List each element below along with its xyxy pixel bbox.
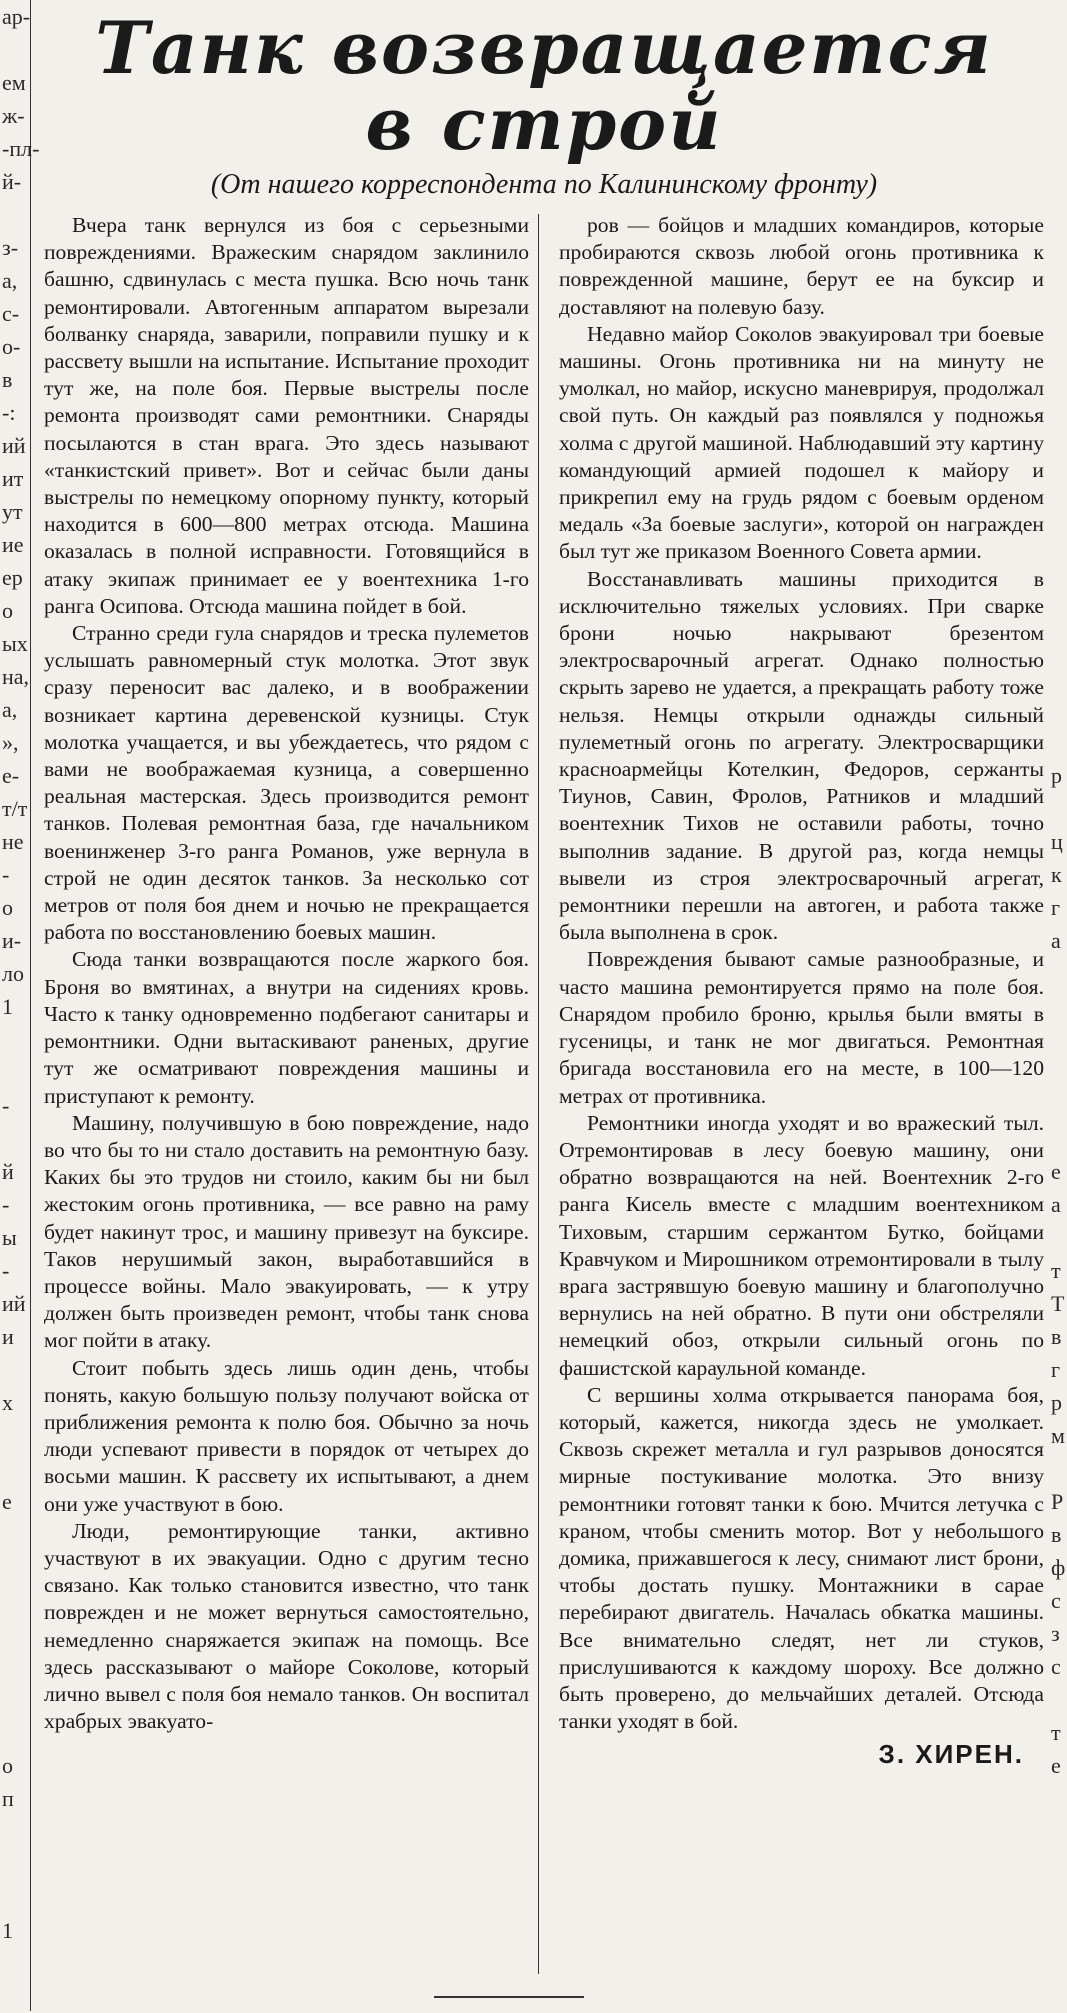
right-column — [559, 212, 1044, 1769]
paragraph: ров — бойцов и младших командиров, которые пробираются сквозь любой огонь противника к поврежденной машине, берут ее на буксир и доставляют на полевую базу. — [559, 213, 1044, 319]
edge-fragment — [1047, 660, 1067, 693]
edge-fragment — [1047, 198, 1067, 231]
edge-fragment — [1047, 726, 1067, 759]
bottom-rule — [434, 1996, 584, 1998]
edge-fragment: ит — [2, 466, 24, 491]
edge-fragment — [1047, 462, 1067, 495]
edge-fragment: - — [2, 1192, 10, 1217]
edge-fragment — [0, 1353, 30, 1386]
adjacent-column-right-fragment — [1047, 0, 1067, 2011]
edge-fragment: о — [2, 1753, 13, 1778]
edge-fragment — [0, 1848, 30, 1881]
edge-fragment: в — [1051, 1324, 1062, 1349]
paragraph: Повреждения бывают самые разнообразные, и часто машина ремонтируется прямо на поле боя. Снарядом пробило броню, крылья были вмяты в гусеницы, и танк не мог двигаться. Ремонтная бригада восстановила его на месте, в 100—120 метрах от противника. — [559, 947, 1044, 1108]
left-column — [44, 212, 529, 1769]
edge-fragment — [0, 1617, 30, 1650]
edge-fragment — [1047, 0, 1067, 33]
edge-fragment — [0, 1650, 30, 1683]
edge-fragment: т — [1051, 1720, 1061, 1745]
edge-fragment: и- — [2, 928, 22, 953]
edge-fragment — [1047, 1089, 1067, 1122]
edge-fragment — [1047, 33, 1067, 66]
edge-fragment — [0, 198, 30, 231]
edge-fragment: в — [2, 367, 13, 392]
edge-fragment: -пл- — [2, 136, 40, 161]
edge-fragment: ий — [2, 433, 26, 458]
edge-fragment: о — [2, 895, 13, 920]
edge-fragment: е — [1051, 1753, 1061, 1778]
edge-fragment — [1047, 363, 1067, 396]
edge-fragment: ых — [2, 631, 28, 656]
edge-fragment: й — [2, 1159, 14, 1184]
edge-fragment: -: — [2, 400, 16, 425]
edge-fragment: й- — [2, 169, 22, 194]
edge-fragment: на, — [2, 664, 30, 689]
edge-fragment — [1047, 396, 1067, 429]
paragraph: Машину, получившую в бою повреждение, надо во что бы то ни стало доставить на ремонтную базу. Каких бы это трудов ни стоило, каким бы ни был жестоким огонь противника, — все равно на раму будет накинут трос, и машину привезут на буксире. Таков нерушимый закон, выработавшийся в процессе войны. Мало эвакуировать, — к утру должен быть произведен ремонт, чтобы танк снова мог пойти в атаку. — [44, 1110, 529, 1353]
edge-fragment — [1047, 792, 1067, 825]
edge-fragment: ий — [2, 1291, 26, 1316]
paragraph: С вершины холма открывается панорама боя, который, кажется, никогда здесь не умолкает. Сквозь скрежет металла и гул разрывов доносятся мирные постукивание молотка. Это внизу ремонтники готовят танки к бою. Мчится летучка с краном, чтобы сменить мотор. Вот у небольшого домика, прижавшегося к лесу, снимают лист брони, чтобы достать пушку. Монтажники в сарае перебирают двигатель. Началась обкатка машины. Все внимательно следят, нет ли стуков, прислушиваются к каждому шороху. Все должно быть проверено, до мельчайших деталей. Отсюда танки уходят в бой. — [559, 1382, 1044, 1734]
edge-fragment — [1047, 1023, 1067, 1056]
edge-fragment: п — [2, 1786, 14, 1811]
edge-fragment: ер — [2, 565, 23, 590]
edge-fragment: - — [2, 1093, 10, 1118]
edge-fragment: Р — [1051, 1489, 1064, 1514]
edge-fragment — [0, 1716, 30, 1749]
article-headline — [44, 5, 1044, 166]
edge-fragment: о- — [2, 334, 21, 359]
edge-fragment — [0, 1980, 30, 2013]
edge-fragment — [0, 1551, 30, 1584]
edge-fragment — [0, 1419, 30, 1452]
headline-line-1: Танк возвращается — [95, 5, 993, 90]
edge-fragment: 1 — [2, 994, 13, 1019]
edge-fragment: », — [2, 730, 19, 755]
article-subheading: (От нашего корреспондента по Калининскому фронту) — [210, 169, 878, 200]
edge-fragment — [1047, 1122, 1067, 1155]
edge-fragment: ем — [2, 70, 26, 95]
edge-fragment — [0, 1683, 30, 1716]
headline-line-2: в строй — [365, 81, 723, 166]
edge-fragment: Т — [1051, 1291, 1065, 1316]
edge-fragment — [1047, 99, 1067, 132]
edge-fragment — [1047, 264, 1067, 297]
edge-fragment: - — [2, 862, 10, 887]
edge-fragment — [1047, 165, 1067, 198]
edge-fragment: х — [2, 1390, 13, 1415]
edge-fragment: - — [2, 1258, 10, 1283]
edge-fragment — [0, 1122, 30, 1155]
edge-fragment — [0, 1023, 30, 1056]
edge-fragment — [0, 1056, 30, 1089]
edge-fragment: ц — [1051, 829, 1063, 854]
edge-fragment: и — [2, 1324, 14, 1349]
edge-fragment: с — [1051, 1654, 1061, 1679]
paragraph: Сюда танки возвращаются после жаркого боя. Броня во вмятинах, а внутри на сидениях кровь. Часто к танку одновременно подбегают санитары и ремонтники. Одни вытаскивают раненых, другие тут же осматривают повреждения машины и приступают к ремонту. — [44, 947, 529, 1108]
edge-fragment: з- — [2, 235, 19, 260]
newspaper-article — [44, 0, 1044, 2011]
column-divider — [538, 214, 539, 1974]
edge-fragment: е — [2, 1489, 12, 1514]
edge-fragment: ар- — [2, 4, 31, 29]
edge-fragment: 1 — [2, 1918, 13, 1943]
edge-fragment — [1047, 132, 1067, 165]
paragraph: Вчера танк вернулся из боя с серьезными повреждениями. Вражеским снарядом заклинило башню, сдвинулась с места пушка. Всю ночь танк ремонтировали. Автогенным аппаратом вырезали болванку снаряда, заварили, поправили пушку и к рассвету вышли на испытание. Испытание проходит тут же, на поле боя. Первые выстрелы после ремонта производят сами ремонтники. Снаряды посылаются в стан врага. Это здесь называют «танкистский привет». Вот и сейчас были даны выстрелы по немецкому опорному пункту, который находится в 600—800 метрах отсюда. Машина оказалась в полной исправности. Готовящийся в атаку экипаж принимает ее у воентехника 1-го ранга Осипова. Отсюда машина пойдет в бой. — [44, 213, 529, 618]
edge-fragment: ут — [2, 499, 23, 524]
edge-fragment: а — [1051, 1192, 1061, 1217]
edge-fragment — [1047, 231, 1067, 264]
edge-fragment: з — [1051, 1621, 1060, 1646]
paragraph: Стоит побыть здесь лишь один день, чтобы понять, какую большую пользу получают войска от приближения ремонта к полю боя. Обычно за ночь люди успевают привести в порядок от четырех до восьми машин. К рассвету их испытывают, а днем они уже участвуют в бою. — [44, 1355, 529, 1516]
paragraph: Ремонтники иногда уходят и во вражеский тыл. Отремонтировав в лесу боевую машину, они обратно возвращаются на ней. Воентехник 2-го ранга Кисель вместе с младшим воентехником Тиховым, старшим сержантом Бутко, бойцами Кравчуком и Мирошником отремонтировали в тылу врага застрявшую боевую машину и благополучно вернулись на ней обратно. В пути они обстреляли немецкий обоз, открыли сильный огонь по фашистской караульной команде. — [559, 1110, 1044, 1380]
adjacent-column-left-fragment — [0, 0, 40, 2011]
edge-fragment — [1047, 330, 1067, 363]
paragraph: Странно среди гула снарядов и треска пулеметов услышать равномерный стук молотка. Этот звук сразу переносит вас далеко, и в воображении возникает картина деревенской кузницы. Стук молотка учащается, и вы убеждаетесь, что рядом с вами не воображаемая кузница, а совершенно реальная мастерская. Здесь производится ремонт танков. Полевая ремонтная база, где начальником военинженер 3-го ранга Романов, уже вернула в строй не один десяток танков. За несколько сот метров от поля боя днем и ночью не прекращается работа по восстановлению боевых машин. — [44, 621, 529, 945]
edge-fragment — [0, 1452, 30, 1485]
edge-fragment: а, — [2, 697, 18, 722]
edge-fragment: не — [2, 829, 24, 854]
paragraph: Люди, ремонтирующие танки, активно участвуют в их эвакуации. Одно с другим тесно связано. Как только становится известно, что танк поврежден и не может вернуться самостоятельно, немедленно снаряжается экипаж на помощь. Все здесь рассказывают о майоре Соколове, который лично вывел с поля боя немало танков. Он воспитал храбрых эвакуато- — [44, 1518, 529, 1734]
paragraph: Недавно майор Соколов эвакуировал три боевые машины. Огонь противника ни на минуту не умолкал, но майор, искусно маневрируя, продолжал свой путь. Он каждый раз появлялся у подножья холма с другой машиной. Наблюдавший эту картину командующий армией подошел к майору и прикрепил ему на грудь рядом с боевым орденом медаль «За боевые заслуги», которой он награжден был тут же приказом Военного Совета армии. — [559, 321, 1044, 564]
edge-fragment — [0, 1815, 30, 1848]
edge-fragment — [0, 1584, 30, 1617]
paragraph: Восстанавливать машины приходится в исключительно тяжелых условиях. При сварке брони ночью накрывают брезентом электросварочный агрегат. Однако полностью скрыть зарево не удается, а прекращать работу тоже нельзя. Немцы открыли однажды сильный пулеметный огонь по агрегату. Электросварщики красноармейцы Котелкин, Федоров, сержанты Тиунов, Савин, Фролов, Ратников и младший воентехник Тихов не оставили работы, точно выполнив задание. В другой раз, когда немцы вывели из строя электросварочный агрегат, ремонтники перешли на автоген, и работа также была выполнена в срок. — [559, 566, 1044, 945]
edge-fragment: а, — [2, 268, 18, 293]
edge-fragment — [1047, 1683, 1067, 1716]
edge-fragment — [0, 1518, 30, 1551]
edge-fragment: т/т — [2, 796, 28, 821]
edge-fragment — [1047, 429, 1067, 462]
edge-fragment: е — [1051, 1159, 1061, 1184]
edge-fragment: с- — [2, 301, 20, 326]
edge-fragment — [1047, 561, 1067, 594]
edge-fragment — [1047, 957, 1067, 990]
edge-fragment: о — [2, 598, 13, 623]
edge-fragment — [1047, 594, 1067, 627]
edge-fragment: г — [1051, 895, 1061, 920]
edge-fragment: к — [1051, 862, 1062, 887]
edge-fragment: р — [1051, 1390, 1062, 1415]
edge-fragment — [1047, 693, 1067, 726]
edge-fragment: г — [1051, 1357, 1061, 1382]
edge-fragment — [1047, 627, 1067, 660]
edge-fragment — [1047, 1221, 1067, 1254]
edge-fragment — [1047, 528, 1067, 561]
edge-fragment: м — [1051, 1423, 1065, 1448]
author-signature: З. ХИРЕН. — [878, 1739, 1024, 1770]
edge-fragment: ф — [1051, 1555, 1066, 1580]
edge-fragment: в — [1051, 1522, 1062, 1547]
edge-fragment — [1047, 1452, 1067, 1485]
edge-fragment — [0, 1881, 30, 1914]
edge-fragment — [0, 1947, 30, 1980]
edge-fragment: е- — [2, 763, 20, 788]
edge-fragment: а — [1051, 928, 1061, 953]
edge-fragment — [1047, 297, 1067, 330]
edge-fragment — [1047, 66, 1067, 99]
edge-fragment: р — [1051, 763, 1062, 788]
edge-fragment — [1047, 1056, 1067, 1089]
edge-fragment — [1047, 990, 1067, 1023]
edge-fragment: ло — [2, 961, 24, 986]
edge-fragment — [1047, 495, 1067, 528]
edge-fragment: ие — [2, 532, 24, 557]
edge-fragment: т — [1051, 1258, 1061, 1283]
edge-fragment: с — [1051, 1588, 1061, 1613]
edge-fragment: ж- — [2, 103, 25, 128]
article-body — [44, 212, 1044, 1769]
edge-fragment: ы — [2, 1225, 17, 1250]
edge-fragment — [0, 33, 30, 66]
